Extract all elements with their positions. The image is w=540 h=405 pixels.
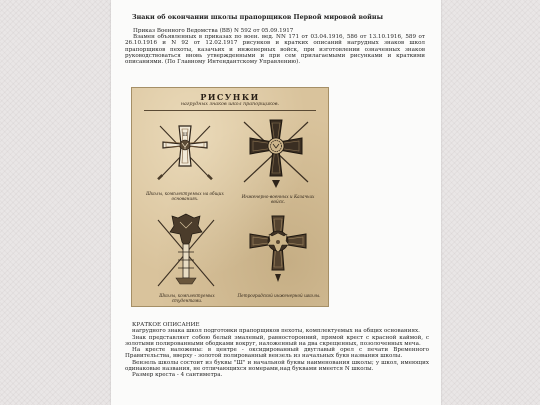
- badge-caption-1: Школы, комплектуемых на общих основаниях.: [146, 191, 224, 201]
- student-school-badge-image: [150, 208, 222, 292]
- document-page: [111, 0, 441, 405]
- illustration-plate: [131, 87, 329, 307]
- plate-divider: [144, 110, 316, 111]
- short-description: [125, 322, 429, 378]
- description-line-1: нагрудного знака школ подготовки прапорщиков пехоты, комплектуемых на общих основаниях.: [132, 328, 420, 335]
- decree-header: Приказ Военного Ведомства (ВВ) N 592 от 05.09.1917: [133, 28, 294, 34]
- description-line-2: Знак представляет собою белый эмалевый, равносторонний, прямой крест с красной каймой, с золотыми полированными ободками вокруг, наложенный на два скрещенных, позолоченных меча.: [125, 334, 429, 347]
- badge-caption-2: Инженерно-военных и Казачьих войск.: [241, 194, 315, 204]
- petrograd-engineer-badge-image: [242, 212, 314, 290]
- plate-title: РИСУНКИ: [200, 92, 260, 102]
- decree-text: Взамен объявленных в приказах по воен. вед. NN 171 от 03.04.1916, 586 от 13.10.1916, 589 от 26.10.1916 и N 92 от 12.02.1917 рисунков и кратких описаний нагрудных знаков школ прапорщиков пехоты, казачьих и инженерных войск, при изготовлении означенных знаков руководствоваться вновь утвержденными и при сем прилагаемыми рисунками и краткими описаниями. (По Главному Интендантскому Управлению).: [125, 34, 425, 66]
- document-title: Знаки об окончании школы прапорщиков Первой мировой войны: [132, 13, 384, 21]
- badge-caption-4: Петроградской инженерной школы.: [237, 293, 321, 298]
- description-line-4: Вензель школы состоит из буквы "Ш" и начальной буквы наименования школы; у школ, имеющих одинаковые названия, не отличающихся номерами,над буквами имеется N школы.: [125, 359, 429, 372]
- engineer-cossack-badge-image: [234, 114, 318, 192]
- description-line-3: На кресте наложены: в центре - оксидированный двуглавый орел с печати Временного Правительства, вверху - золотой полированный вензель из начальных букв названия школы.: [125, 347, 429, 360]
- svg-text:Ш: Ш: [182, 133, 188, 138]
- decree-block: [125, 28, 425, 65]
- badge-caption-3: Школы, комплектуемых студентами.: [159, 293, 215, 303]
- infantry-school-badge-image: [146, 116, 224, 190]
- description-line-5: Размер креста - 4 сантиметра.: [132, 372, 223, 378]
- description-title: КРАТКОЕ ОПИСАНИЕ: [132, 322, 200, 328]
- plate-subtitle: нагрудных знаков школ прапорщиков.: [180, 102, 280, 107]
